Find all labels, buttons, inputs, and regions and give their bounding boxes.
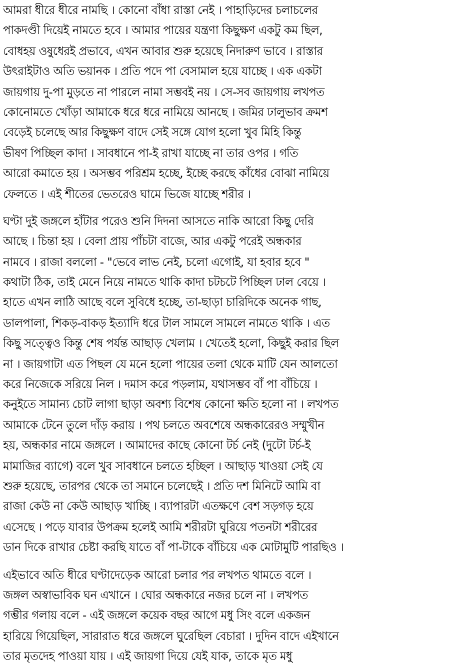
- text-line: আমরা ধীরে ধীরে নামছি । কোনো বাঁধা রাস্তা নেই । পাহাড়িদের চলাচলের: [3, 3, 318, 17]
- text-line: কথাটা ঠিক, তাই মেনে নিয়ে নামতে থাকি কাদা চটচটে পিচ্ছিল ঢাল বেয়ে ।: [3, 275, 326, 290]
- text-line: এইভাবে অতি ধীরে ঘণ্টাদেড়েক আরো চলার পর লখপত থামতে বলে ।: [3, 567, 312, 582]
- text-line: মামাজির ব্যাগে) বলে খুব সাবধানে চলতে হচ্ছিল । আছাড় খাওয়া সেই যে: [3, 458, 323, 473]
- text-line: ফেলতে । এই শীতের ভেতরেও ঘামে ভিজে যাচ্ছে শরীর ।: [3, 186, 251, 201]
- text-line: আছে । চিন্তা হয় । বেলা প্রায় পাঁচটা বাজে, আর একটু পরেই অন্ধকার: [3, 234, 302, 249]
- text-line: হয়, অন্ধকার নামে জঙ্গলে । আমাদের কাছে কোনো টর্চ নেই (দুটো টর্চ-ই: [3, 438, 311, 453]
- text-line: শুরু হয়েছে, তারপর থেকে তা সমানে চলেছেই । প্রতি দশ মিনিটে আমি বা: [3, 478, 321, 493]
- text-line: পাকদণ্ডী দিয়েই নামতে হবে । আমার পায়ের যন্ত্রণা কিছুক্ষণ একটু কম ছিল,: [3, 23, 323, 38]
- text-line: কনুইতে সামান্য চোট লাগা ছাড়া অবশ্য বিশেষ কোনো ক্ষতি হলো না । লখপত: [3, 397, 339, 412]
- paragraph: [3, 0, 454, 204]
- text-line: করে নিজেকে সরিয়ে নিল । দমাস করে পড়লাম, যথাসম্ভব বাঁ পা বাঁচিয়ে ।: [3, 377, 318, 392]
- text-line: জায়গায় দু-পা মুড়তে না পারলে নামা সম্ভবই নয় । সে-সব জায়গায় লখপত: [3, 84, 325, 99]
- text-line: গম্ভীর গলায় বলে - এই জঙ্গলে কয়েক বছর আগে মধু সিং বলে একজন: [3, 608, 311, 623]
- text-line: রাজা কেউ না কেউ আছাড় খাচ্ছি । ব্যাপারটা এতক্ষণে বেশ সড়গড় হয়ে: [3, 499, 314, 514]
- text-line: কিছু সত্ত্বেও কিন্তু শেষ পর্যন্ত আছাড় খেলাম । খেতেই হলো, কিছুই করার ছিল: [3, 336, 339, 351]
- text-line: ডান দিকে রাখার চেষ্টা করছি যাতে বাঁ পা-টাকে বাঁচিয়ে এক মোটামুটি পারছিও ।: [3, 540, 344, 555]
- text-line: না । জায়গাটা এত পিছল যে মনে হলো পায়ের তলা থেকে মাটি যেন আলতো: [3, 356, 338, 371]
- paragraph: [3, 565, 454, 667]
- text-line: ডালপালা, শিকড়-বাকড় ইত্যাদি ধরে টাল সামলে সামলে নামতে থাকি । এত: [3, 315, 330, 330]
- text-line: তার মৃতদেহ পাওয়া যায় । এই জায়গা দিয়ে যেই যাক, তাকে মৃত মধু: [3, 649, 293, 664]
- text-line: জঙ্গল অস্বাভাবিক ঘন এখানে । ঘোর অন্ধকারে নজর চলে না । লখপত: [3, 587, 308, 602]
- text-line: আরো কমাতে হয় । অসম্ভব পরিশ্রম হচ্ছে, ইচ্ছে করছে কাঁধের বোঝা নামিয়ে: [3, 166, 330, 181]
- text-line: বেড়েই চলেছে আর কিছুক্ষণ বাদে সেই সঙ্গে যোগ হলো খুব মিহি কিন্তু: [3, 125, 302, 140]
- text-line: ভীষণ পিচ্ছিল কাদা । সাবধানে পা-ই রাখা যাচ্ছে না তার ওপর । গতি: [3, 145, 299, 160]
- text-line: ঘণ্টা দুই জঙ্গলে হাঁটার পরেও শুনি দিদনা আসতে নাকি আরো কিছু দেরি: [3, 213, 314, 228]
- text-line: হারিয়ে গিয়েছিল, সারারাত ধরে জঙ্গলে ঘুরেছিল বেচারা । দুদিন বাদে এইখানে: [3, 628, 339, 643]
- text-line: উৎরাইটাও অতি ভয়ানক । প্রতি পদে পা বেসামাল হয়ে যাচ্ছে । এক একটা: [3, 64, 322, 79]
- text-line: নামবে । রাজা বললো - "ভেবে লাভ নেই, চলো এগোই, যা হবার হবে ": [3, 254, 310, 269]
- text-line: বোধহয় ওষুধেরই প্রভাবে, এখন আবার শুরু হয়েছে নিদারুণ ভাবে । রাস্তার: [3, 43, 323, 58]
- text-line: কোনোমতে খোঁড়া আমাকে ধরে ধরে নামিয়ে আনছে । জমির ঢালুভাব ক্রমশ: [3, 104, 328, 119]
- paragraph: [3, 211, 454, 558]
- text-line: আমাকে টেনে তুলে দাঁড় করায় । পথ চলতে অবশেষে অন্ধকারেরও সম্মুখীন: [3, 417, 325, 432]
- text-line: হাতে এখন লাঠি আছে বলে সুবিধে হচ্ছে, তা-ছাড়া চারিদিকে অনেক গাছ,: [3, 295, 322, 310]
- text-line: এসেছে । পড়ে যাবার উপক্রম হলেই আমি শরীরটা ঘুরিয়ে পতনটা শরীরের: [3, 519, 318, 534]
